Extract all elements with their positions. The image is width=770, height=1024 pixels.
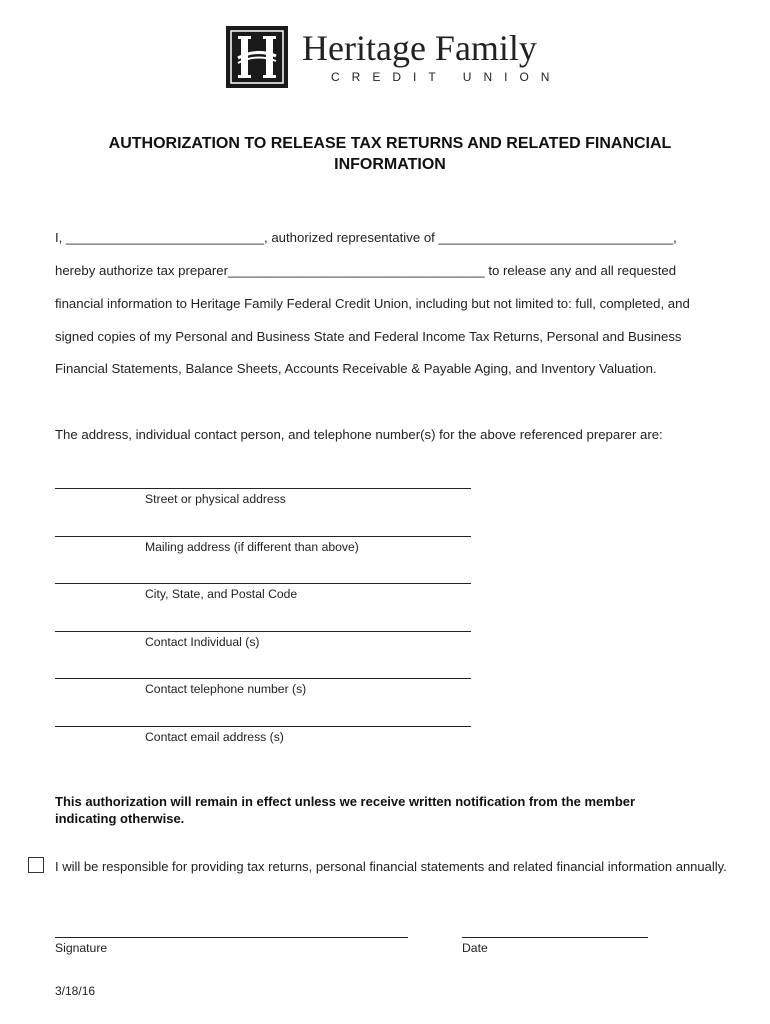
address-intro: The address, individual contact person, and telephone number(s) for the above referenced preparer are: — [55, 427, 663, 442]
field-line — [55, 488, 471, 489]
contact-telephone-label: Contact telephone number (s) — [145, 682, 307, 696]
date-label: Date — [462, 941, 488, 955]
street-address-label: Street or physical address — [145, 492, 286, 506]
title-line-2: INFORMATION — [334, 156, 446, 173]
city-state-postal-label: City, State, and Postal Code — [145, 587, 298, 601]
logo-name: Heritage Family — [302, 28, 537, 68]
street-address-field[interactable] — [55, 488, 475, 489]
responsibility-text: I will be responsible for providing tax returns, personal financial statements and related financial information annually. — [55, 859, 727, 874]
body-line-3: financial information to Heritage Family Federal Credit Union, including but not limited to: full, completed, and — [55, 296, 690, 311]
field-line — [55, 631, 471, 632]
responsibility-checkbox[interactable] — [28, 857, 44, 873]
field-line — [55, 583, 471, 584]
contact-email-label: Contact email address (s) — [145, 730, 284, 744]
body-line-1: I, ___________________________, authorized representative of ________________________________, — [55, 230, 677, 245]
body-line-4: signed copies of my Personal and Business State and Federal Income Tax Returns, Personal and Business — [55, 329, 682, 344]
city-state-postal-field[interactable] — [55, 583, 475, 584]
date-field[interactable] — [462, 937, 648, 938]
contact-email-field[interactable] — [55, 726, 475, 727]
body-line-2: hereby authorize tax preparer___________________________________ to release any and all requested — [55, 263, 677, 278]
logo-subtitle: CREDIT UNION — [331, 70, 562, 84]
logo-mark-icon — [226, 26, 288, 88]
field-line — [55, 726, 471, 727]
field-line — [55, 536, 471, 537]
logo-mark — [226, 26, 288, 93]
title-line-1: AUTHORIZATION TO RELEASE TAX RETURNS AND RELATED FINANCIAL — [108, 135, 672, 152]
signature-label: Signature — [55, 941, 108, 955]
mailing-address-label: Mailing address (if different than above) — [145, 540, 359, 554]
mailing-address-field[interactable] — [55, 536, 475, 537]
contact-telephone-field[interactable] — [55, 678, 475, 679]
contact-individual-label: Contact Individual (s) — [145, 635, 260, 649]
revision-date: 3/18/16 — [55, 984, 96, 998]
body-line-5: Financial Statements, Balance Sheets, Accounts Receivable & Payable Aging, and Inventory Valuation. — [55, 361, 657, 376]
signature-field[interactable] — [55, 937, 408, 938]
contact-individual-field[interactable] — [55, 631, 475, 632]
document-title — [60, 133, 720, 175]
field-line — [55, 678, 471, 679]
authorization-notice: This authorization will remain in effect unless we receive written notification from the member indicating otherwise. — [55, 794, 636, 826]
